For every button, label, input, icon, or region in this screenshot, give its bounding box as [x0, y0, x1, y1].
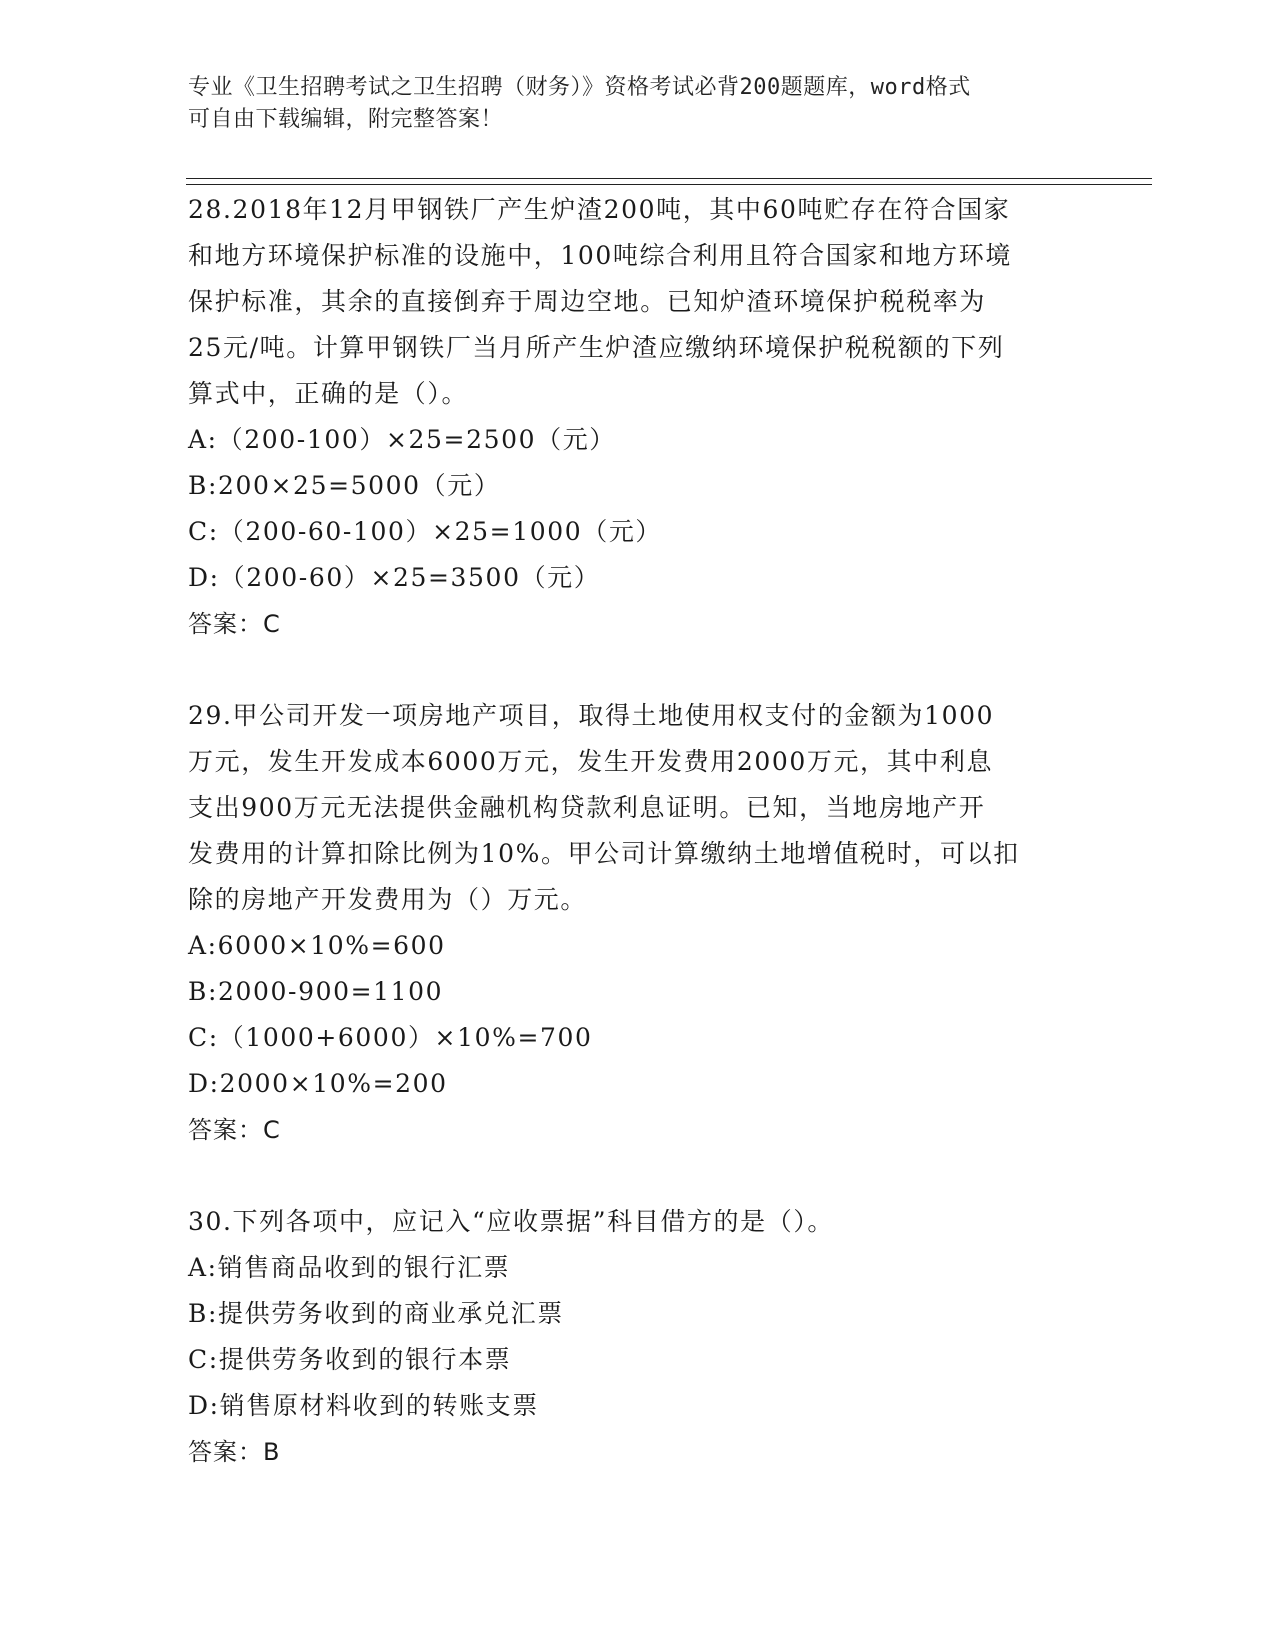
answer-line: 答案：C — [188, 610, 281, 638]
question-stem-line: 算式中，正确的是（）。 — [188, 379, 469, 408]
header-divider-top — [186, 178, 1152, 179]
question-stem-line: 发费用的计算扣除比例为10%。甲公司计算缴纳土地增值税时，可以扣 — [188, 839, 1020, 868]
header-divider-bottom — [186, 184, 1152, 185]
question-30 — [188, 1199, 1088, 1475]
question-stem-line: 除的房地产开发费用为（）万元。 — [188, 885, 588, 914]
question-stem-line: 30.下列各项中，应记入“应收票据”科目借方的是（）。 — [188, 1207, 835, 1236]
option-d: D:2000×10%=200 — [188, 1069, 448, 1098]
header-line-2: 可自由下载编辑，附完整答案！ — [188, 107, 504, 132]
document-header — [188, 72, 1068, 136]
question-28 — [188, 187, 1088, 647]
question-list — [188, 187, 1088, 1475]
question-stem-line: 保护标准，其余的直接倒弃于周边空地。已知炉渣环境保护税税率为 — [188, 287, 987, 316]
spacer — [188, 1153, 1088, 1199]
option-b: B:提供劳务收到的商业承兑汇票 — [188, 1299, 564, 1328]
option-c: C:提供劳务收到的银行本票 — [188, 1345, 512, 1374]
question-stem-line: 万元，发生开发成本6000万元，发生开发费用2000万元，其中利息 — [188, 747, 994, 776]
question-stem-line: 25元/吨。计算甲钢铁厂当月所产生炉渣应缴纳环境保护税税额的下列 — [188, 333, 1005, 362]
question-stem-line: 29.甲公司开发一项房地产项目，取得土地使用权支付的金额为1000 — [188, 701, 995, 730]
option-a: A:6000×10%=600 — [188, 931, 446, 960]
header-line-1: 专业《卫生招聘考试之卫生招聘（财务）》资格考试必背200题题库，word格式 — [188, 75, 971, 100]
option-c: C:（200-60-100）×25=1000（元） — [188, 517, 663, 546]
option-b: B:200×25=5000（元） — [188, 471, 501, 500]
option-a: A:（200-100）×25=2500（元） — [188, 425, 616, 454]
spacer — [188, 647, 1088, 693]
question-stem-line: 支出900万元无法提供金融机构贷款利息证明。已知，当地房地产开 — [188, 793, 986, 822]
question-stem-line: 和地方环境保护标准的设施中，100吨综合利用且符合国家和地方环境 — [188, 241, 1012, 270]
question-stem-line: 28.2018年12月甲钢铁厂产生炉渣200吨，其中60吨贮存在符合国家 — [188, 195, 1011, 224]
option-c: C:（1000+6000）×10%=700 — [188, 1023, 593, 1052]
option-d: D:销售原材料收到的转账支票 — [188, 1391, 539, 1420]
question-29 — [188, 693, 1088, 1153]
option-d: D:（200-60）×25=3500（元） — [188, 563, 601, 592]
option-a: A:销售商品收到的银行汇票 — [188, 1253, 511, 1282]
answer-line: 答案：B — [188, 1438, 281, 1466]
option-b: B:2000-900=1100 — [188, 977, 444, 1006]
answer-line: 答案：C — [188, 1116, 281, 1144]
